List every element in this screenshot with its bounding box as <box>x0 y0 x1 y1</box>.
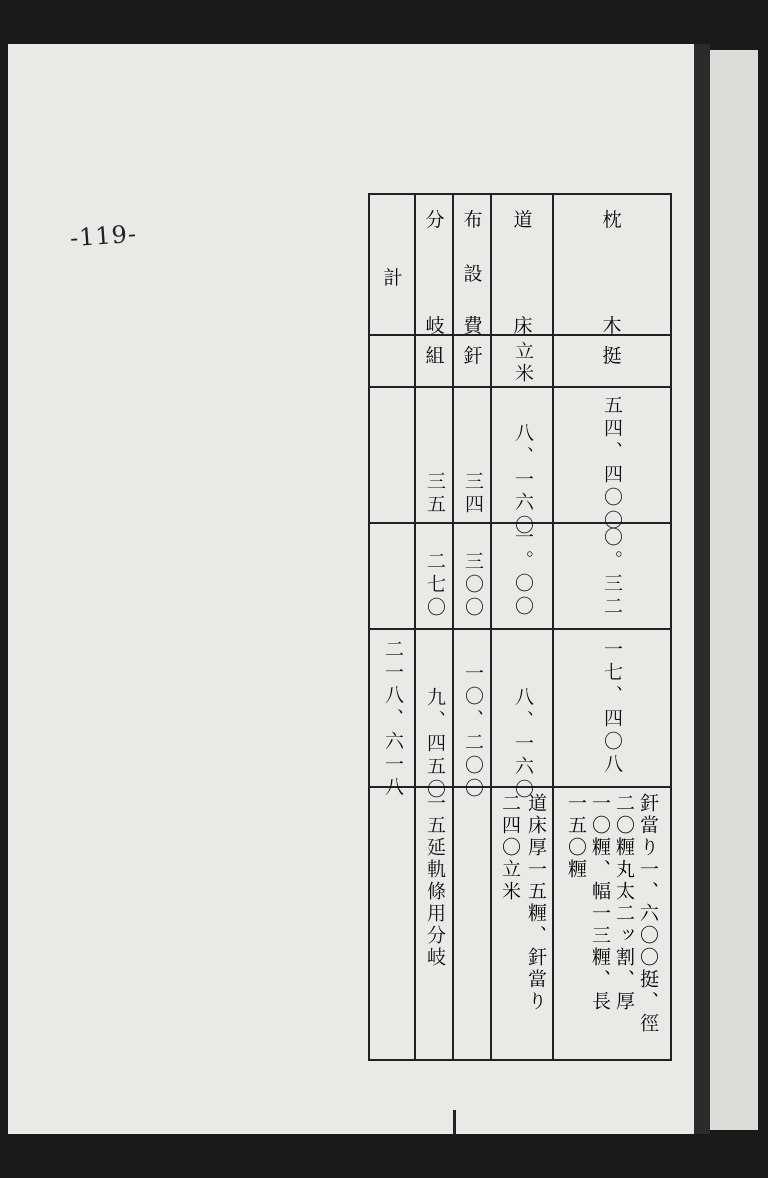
column-doushou <box>490 193 554 1061</box>
unit-bunki: 組 <box>425 345 445 367</box>
amount-doushou: 八、一六〇 <box>512 687 534 802</box>
header-kei: 計 <box>383 267 403 289</box>
remarks-bunki: 一五延軌條用分岐 <box>424 793 446 969</box>
header-fusetsuhi-1: 布 <box>463 209 483 231</box>
quantity-fusetsuhi: 三四 <box>462 471 484 517</box>
header-fusetsuhi-3: 費 <box>463 315 483 337</box>
column-bunki <box>414 193 454 1061</box>
amount-fusetsuhi: 一〇、二〇〇 <box>462 663 484 801</box>
column-makuragi <box>552 193 672 1061</box>
unit-price-makuragi: 〇。三二 <box>601 527 623 619</box>
unit-doushou: 立米 <box>512 341 534 385</box>
header-bunki-1: 分 <box>425 209 445 231</box>
column-kei <box>368 193 416 1061</box>
amount-bunki: 九、四五〇 <box>424 687 446 802</box>
adjacent-page-edge <box>710 50 758 1130</box>
unit-price-bunki: 二七〇 <box>424 551 446 620</box>
header-bunki-2: 岐 <box>425 315 445 337</box>
column-fusetsuhi <box>452 193 492 1061</box>
quantity-makuragi: 五四、四〇〇 <box>601 395 623 533</box>
unit-price-fusetsuhi: 三〇〇 <box>462 551 484 620</box>
cost-table <box>368 193 670 1061</box>
unit-price-doushou: 一。〇〇 <box>512 527 534 619</box>
amount-kei: 二一八、六一八 <box>382 639 404 800</box>
remarks-makuragi: 釬當り一、六〇〇挺、徑 二〇糎丸太二ッ割、厚 一〇糎、幅一三糎、長 一五〇糎 <box>565 793 659 1035</box>
binding-mark <box>453 1110 456 1134</box>
header-fusetsuhi-2: 設 <box>463 263 483 285</box>
page-number: -119- <box>69 219 138 253</box>
unit-fusetsuhi: 釬 <box>463 345 483 367</box>
quantity-doushou: 八、一六〇 <box>512 423 534 538</box>
header-makuragi-2: 木 <box>602 315 622 337</box>
unit-makuragi: 挺 <box>602 345 622 367</box>
header-doushou-1: 道 <box>513 209 533 231</box>
quantity-bunki: 三五 <box>424 471 446 517</box>
header-doushou-2: 床 <box>513 315 533 337</box>
header-makuragi-1: 枕 <box>602 209 622 231</box>
book-spine-edge <box>694 44 710 1134</box>
remarks-doushou: 道床厚一五糎、釬當り 二四〇立米 <box>499 793 547 1013</box>
amount-makuragi: 一七、四〇八 <box>601 639 623 777</box>
